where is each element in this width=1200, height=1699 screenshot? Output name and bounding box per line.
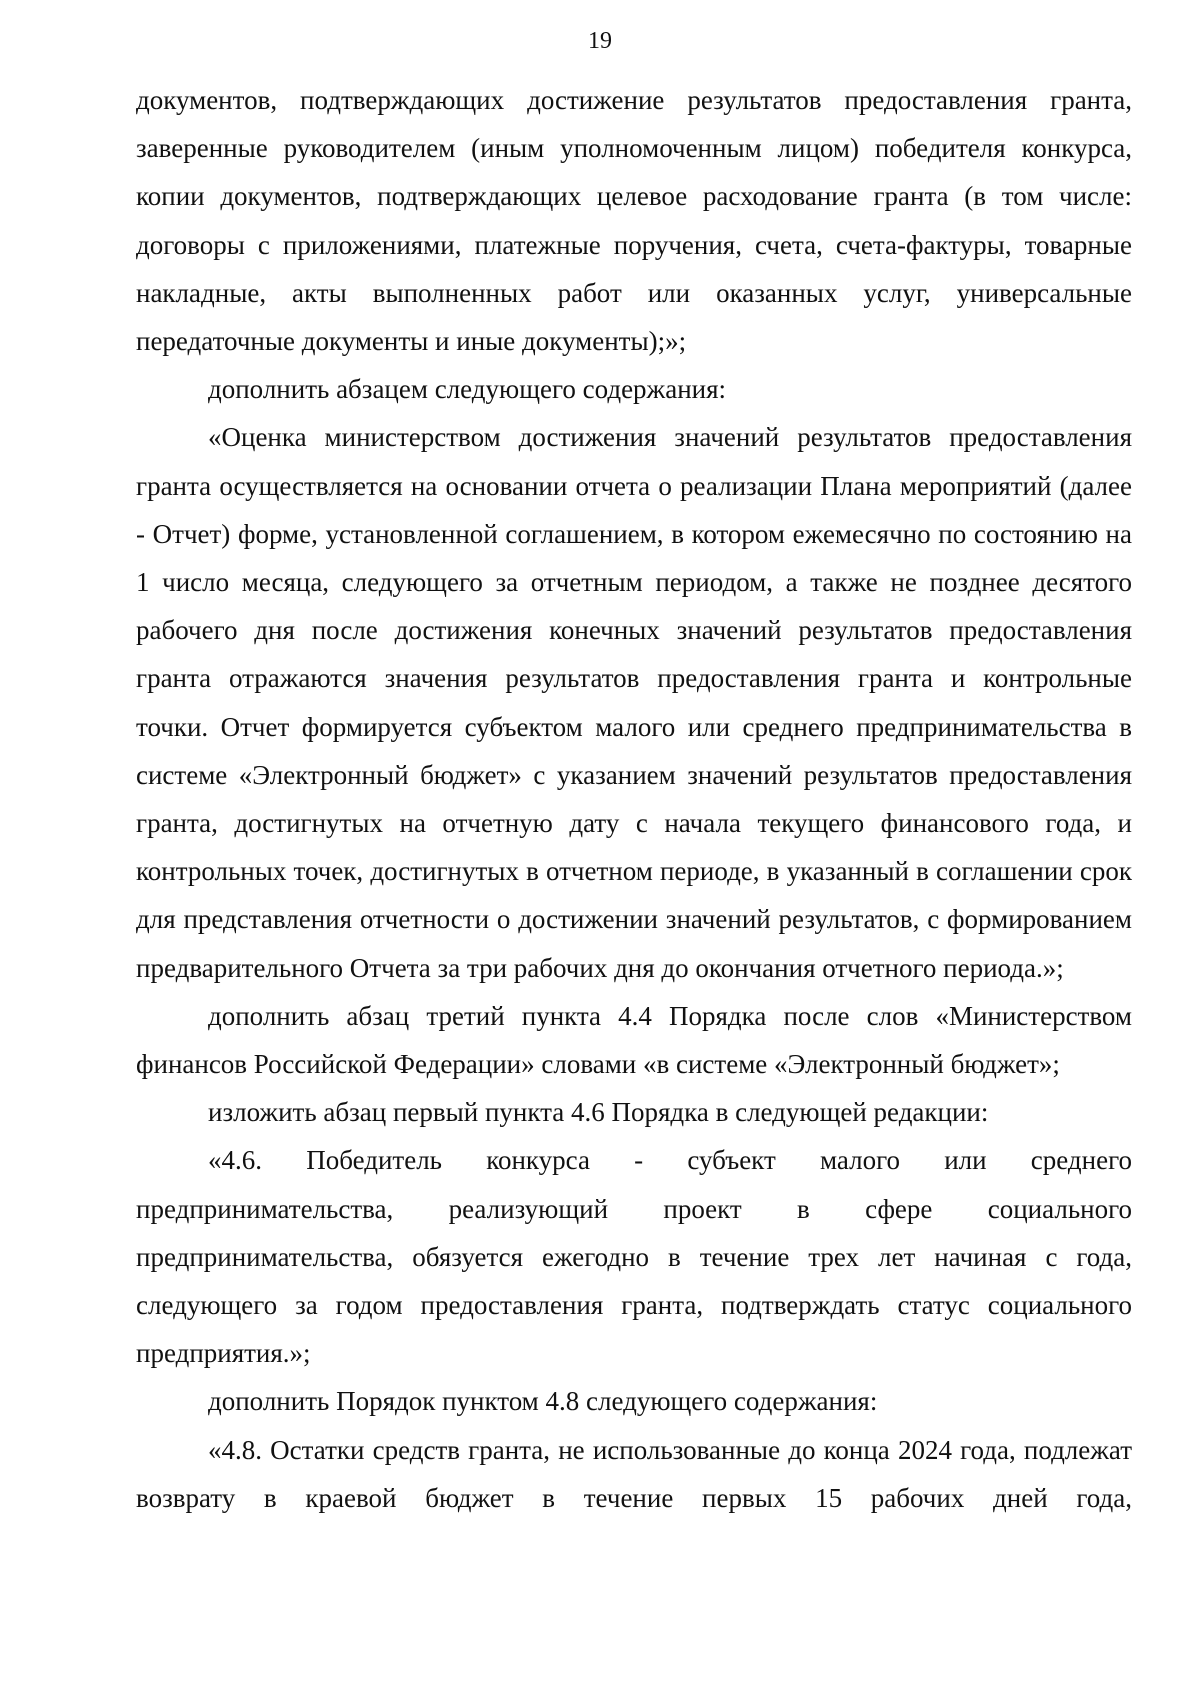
document-body (136, 76, 1132, 1522)
paragraph-instruction: дополнить абзац третий пункта 4.4 Порядка после слов «Министерством финансов Российской Федерации» словами «в системе «Электронный бюджет»; (136, 1000, 1132, 1080)
paragraph-quoted-amendment: «Оценка министерством достижения значений результатов предоставления гранта осуществляется на основании отчета о реализации Плана мероприятий (далее - Отчет) форме, установленной соглашением, в котором ежемесячно по состоянию на 1 число месяца, следующего за отчетным периодом, а также не позднее десятого рабочего дня после достижения конечных значений результатов предоставления гранта отражаются значения результатов предоставления гранта и контрольные точки. Отчет формируется субъектом малого или среднего предпринимательства в системе «Электронный бюджет» с указанием значений результатов предоставления гранта, достигнутых на отчетную дату с начала текущего финансового года, и контрольных точек, достигнутых в отчетном периоде, в указанный в соглашении срок для представления отчетности о достижении значений результатов, с формированием предварительного Отчета за три рабочих дня до окончания отчетного периода.»; (136, 422, 1132, 983)
paragraph-quoted-amendment: «4.8. Остатки средств гранта, не использованные до конца 2024 года, подлежат возврату в краевой бюджет в течение первых 15 рабочих дней года, (136, 1434, 1132, 1513)
paragraph-quoted-amendment: «4.6. Победитель конкурса - субъект малого или среднего предпринимательства, реализующий проект в сфере социального предпринимательства, обязуется ежегодно в течение трех лет начиная с года, следующего за годом предоставления гранта, подтверждать статус социального предприятия.»; (136, 1145, 1132, 1369)
paragraph-instruction: изложить абзац первый пункта 4.6 Порядка в следующей редакции: (208, 1097, 989, 1128)
page-number: 19 (588, 28, 612, 54)
paragraph-instruction: дополнить Порядок пунктом 4.8 следующего содержания: (208, 1386, 878, 1417)
paragraph-instruction: дополнить абзацем следующего содержания: (208, 374, 727, 405)
paragraph-continuation: документов, подтверждающих достижение результатов предоставления гранта, заверенные руководителем (иным уполномоченным лицом) победителя конкурса, копии документов, подтверждающих целевое расходование гранта (в том числе: договоры с приложениями, платежные поручения, счета, счета-фактуры, товарные накладные, акты выполненных работ или оказанных услуг, универсальные передаточные документы и иные документы);»; (136, 85, 1132, 357)
